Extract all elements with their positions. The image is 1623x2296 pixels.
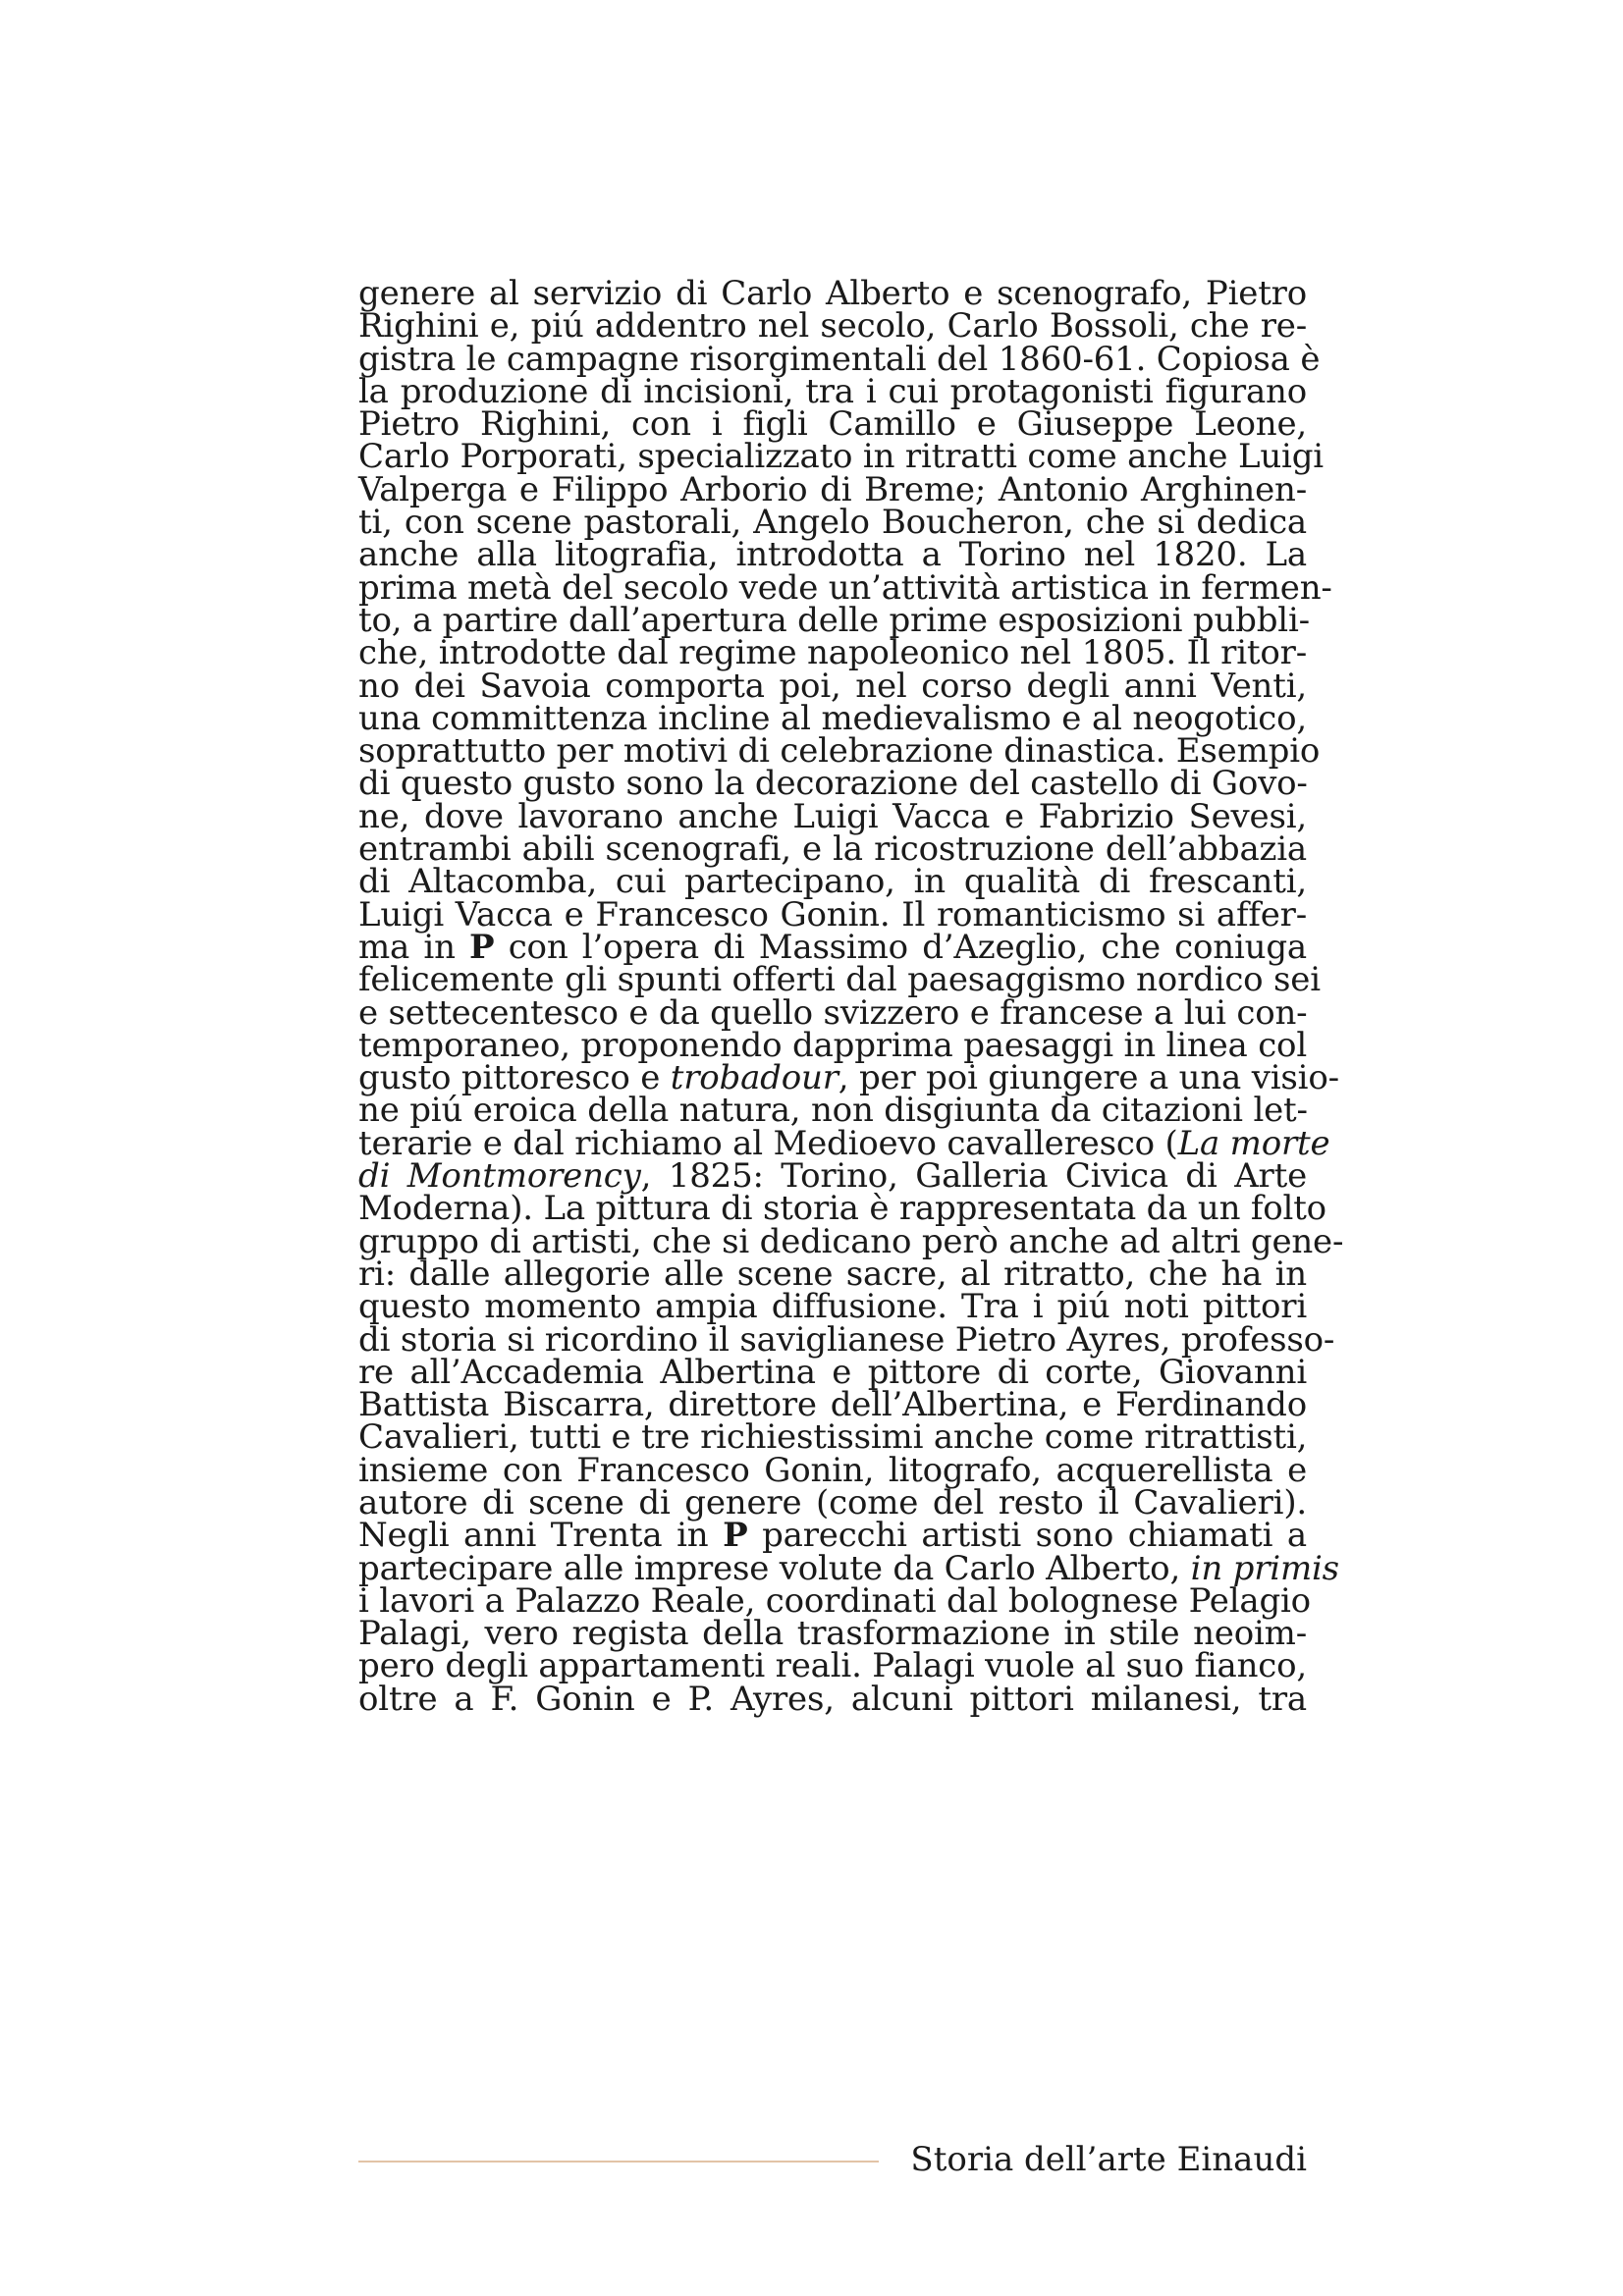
text-line (358, 698, 1307, 738)
text-line (358, 1058, 1339, 1098)
text-line (358, 1385, 1307, 1425)
text-line (358, 371, 1307, 411)
text-line (358, 1646, 1307, 1686)
text-line (358, 829, 1307, 870)
text-segment: Valperga e Filippo Arborio di Breme; Antonio Arghinen- (358, 469, 1307, 509)
body-text (358, 274, 1344, 1719)
text-line (358, 1580, 1311, 1621)
text-segment: partecipare alle imprese volute da Carlo Alberto, (358, 1548, 1191, 1588)
text-line (358, 1516, 1308, 1556)
text-line (358, 437, 1324, 477)
text-segment: no dei Savoia comporta poi, nel corso degli anni Venti, (358, 666, 1307, 706)
text-segment: genere al servizio di Carlo Alberto e scenografo, Pietro (358, 274, 1307, 313)
text-segment: i lavori a Palazzo Reale, coordinati dal bolognese Pelagio (358, 1580, 1311, 1621)
text-line (358, 666, 1307, 706)
text-line (358, 600, 1310, 640)
text-line (358, 862, 1307, 902)
text-line (358, 1548, 1339, 1588)
text-segment: Battista Biscarra, direttore dell’Albertina, e Ferdinando (358, 1385, 1307, 1425)
text-line (358, 535, 1307, 575)
text-segment: ne, dove lavorano anche Luigi Vacca e Fabrizio Sevesi, (358, 796, 1307, 836)
bold-abbreviation: P (723, 1516, 748, 1556)
text-line (358, 1025, 1307, 1065)
text-segment: re all’Accademia Albertina e pittore di corte, Giovanni (358, 1352, 1307, 1392)
text-segment: con l’opera di Massimo d’Azeglio, che coniuga (494, 927, 1307, 967)
text-segment: Pietro Righini, con i figli Camillo e Giuseppe Leone, (358, 404, 1307, 445)
text-segment: insieme con Francesco Gonin, litografo, acquerellista e (358, 1450, 1307, 1490)
text-segment: , per poi giungere a una visio- (838, 1058, 1339, 1098)
text-segment: ri: dalle allegorie alle scene sacre, al ritratto, che ha in (358, 1254, 1307, 1294)
text-segment: Carlo Porporati, specializzato in ritratti come anche Luigi (358, 437, 1324, 477)
bold-abbreviation: P (469, 927, 495, 967)
text-line (358, 1614, 1307, 1654)
text-segment: autore di scene di genere (come del resto il Cavalieri). (358, 1482, 1307, 1522)
text-line (358, 633, 1307, 673)
text-segment: temporaneo, proponendo dapprima paesaggi in linea col (358, 1025, 1307, 1065)
text-segment: , 1825: Torino, Galleria Civica di Arte (640, 1156, 1307, 1197)
text-line (358, 503, 1307, 543)
text-line (358, 274, 1307, 313)
text-segment: di storia si ricordino il saviglianese Pietro Ayres, professo- (358, 1319, 1335, 1360)
text-segment: gistra le campagne risorgimentali del 1860-61. Copiosa è (358, 339, 1321, 379)
text-segment: Righini e, piú addentro nel secolo, Carlo Bossoli, che re- (358, 306, 1307, 347)
text-segment: to, a partire dall’apertura delle prime esposizioni pubbli- (358, 600, 1310, 640)
text-segment: felicemente gli spunti offerti dal paesaggismo nordico sei (358, 960, 1321, 1000)
text-segment: parecchi artisti sono chiamati a (747, 1516, 1308, 1556)
text-segment: gruppo di artisti, che si dedicano però anche ad altri gene- (358, 1221, 1344, 1261)
text-segment: di questo gusto sono la decorazione del castello di Govo- (358, 764, 1308, 804)
text-line (358, 306, 1307, 347)
text-segment: oltre a F. Gonin e P. Ayres, alcuni pittori milanesi, tra (358, 1679, 1307, 1719)
text-segment: ma in (358, 927, 470, 967)
text-line (358, 1482, 1307, 1522)
italic-text: in primis (1190, 1548, 1339, 1588)
italic-text: trobadour (670, 1058, 839, 1098)
text-line (358, 469, 1307, 509)
text-segment: gusto pittoresco e (358, 1058, 671, 1098)
text-segment: Negli anni Trenta in (358, 1516, 724, 1556)
text-line (358, 1221, 1344, 1261)
text-line (358, 960, 1321, 1000)
text-segment: pero degli appartamenti reali. Palagi vuole al suo fianco, (358, 1646, 1307, 1686)
text-segment: che, introdotte dal regime napoleonico nel 1805. Il ritor- (358, 633, 1307, 673)
text-line (358, 992, 1308, 1033)
text-segment: Moderna). La pittura di storia è rappresentata da un folto (358, 1189, 1326, 1229)
text-segment: Palagi, vero regista della trasformazione in stile neoim- (358, 1614, 1307, 1654)
text-segment: entrambi abili scenografi, e la ricostruzione dell’abbazia (358, 829, 1307, 870)
text-line (358, 1287, 1307, 1327)
text-line (358, 1091, 1308, 1131)
text-line (358, 796, 1307, 836)
text-line (358, 1417, 1308, 1458)
text-line (358, 731, 1321, 772)
text-line (358, 1189, 1326, 1229)
footer-rule (358, 2161, 879, 2163)
text-segment: prima metà del secolo vede un’attività artistica in fermen- (358, 567, 1332, 608)
text-segment: ne piú eroica della natura, non disgiunta da citazioni let- (358, 1091, 1308, 1131)
text-line (358, 894, 1307, 934)
footer-title: Storia dell’arte Einaudi (910, 2140, 1307, 2179)
text-segment: e settecentesco e da quello svizzero e francese a lui con- (358, 992, 1308, 1033)
italic-text: di Montmorency (358, 1156, 641, 1197)
page-footer (358, 2140, 1307, 2179)
text-segment: la produzione di incisioni, tra i cui protagonisti figurano (358, 371, 1307, 411)
text-segment: anche alla litografia, introdotta a Torino nel 1820. La (358, 535, 1307, 575)
text-line (358, 1123, 1330, 1163)
text-segment: Cavalieri, tutti e tre richiestissimi anche come ritrattisti, (358, 1417, 1308, 1458)
text-line (358, 764, 1308, 804)
text-segment: soprattutto per motivi di celebrazione dinastica. Esempio (358, 731, 1321, 772)
text-segment: una committenza incline al medievalismo e al neogotico, (358, 698, 1307, 738)
text-line (358, 1352, 1307, 1392)
text-line (358, 927, 1307, 967)
text-line (358, 1156, 1307, 1197)
text-line (358, 404, 1307, 445)
italic-text: La morte (1177, 1123, 1330, 1163)
text-line (358, 1679, 1307, 1719)
text-line (358, 339, 1321, 379)
text-segment: terarie e dal richiamo al Medioevo cavalleresco ( (358, 1123, 1178, 1163)
text-segment: questo momento ampia diffusione. Tra i piú noti pittori (358, 1287, 1307, 1327)
text-line (358, 1254, 1307, 1294)
text-segment: di Altacomba, cui partecipano, in qualità di frescanti, (358, 862, 1307, 902)
text-segment: Luigi Vacca e Francesco Gonin. Il romanticismo si affer- (358, 894, 1307, 934)
text-line (358, 567, 1332, 608)
text-line (358, 1450, 1307, 1490)
text-segment: ti, con scene pastorali, Angelo Boucheron, che si dedica (358, 503, 1307, 543)
text-line (358, 1319, 1335, 1360)
